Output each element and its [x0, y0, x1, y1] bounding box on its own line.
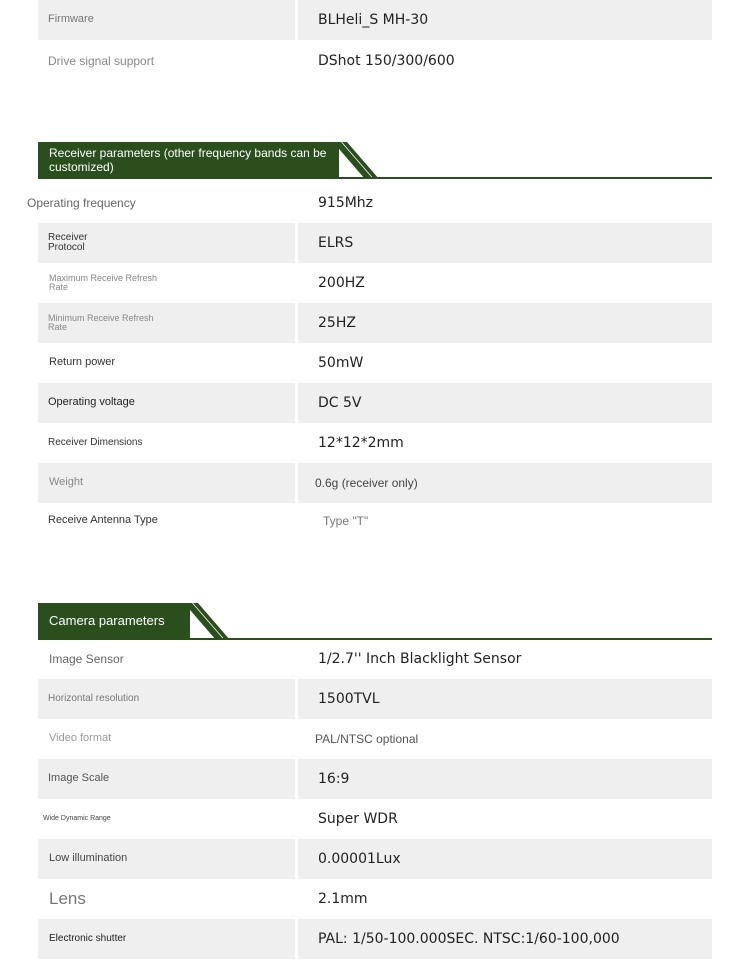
spec-label: Video format — [49, 732, 112, 745]
spec-label: Receiver Dimensions — [48, 436, 143, 448]
spec-label: Drive signal support — [48, 53, 155, 68]
table-row — [38, 0, 712, 40]
table-row — [38, 639, 712, 679]
table-row — [38, 223, 712, 263]
table-row — [38, 839, 712, 879]
table-row — [38, 719, 712, 759]
spec-value: PAL: 1/50-100.000SEC. NTSC:1/60-100,000 — [298, 919, 712, 959]
camera-section-title: Camera parameters — [38, 603, 190, 640]
table-row — [38, 303, 712, 343]
header-stripe-decoration — [333, 142, 379, 179]
spec-label: Weight — [38, 463, 295, 503]
spec-value: 50mW — [318, 355, 364, 371]
spec-label: Operating frequency — [27, 195, 136, 210]
table-row — [38, 879, 712, 919]
table-row — [38, 919, 712, 959]
spec-value: 25HZ — [298, 303, 712, 343]
header-stripe-decoration — [184, 603, 230, 640]
spec-value: DShot 150/300/600 — [318, 53, 455, 69]
spec-value: 0.6g (receiver only) — [298, 463, 712, 503]
spec-label: Lens — [49, 889, 86, 909]
table-row — [38, 463, 712, 503]
spec-label: Electronic shutter — [38, 919, 295, 959]
spec-value: 12*12*2mm — [318, 435, 404, 451]
spec-value: PAL/NTSC optional — [315, 732, 419, 746]
spec-label: Image Sensor — [49, 651, 124, 666]
spec-value: 200HZ — [318, 275, 365, 291]
table-row — [38, 423, 712, 463]
spec-label: Receive Antenna Type — [48, 514, 158, 527]
spec-label: Horizontal resolution — [38, 679, 295, 719]
spec-value: 1500TVL — [298, 679, 712, 719]
spec-value: Super WDR — [318, 811, 398, 827]
spec-value: BLHeli_S MH-30 — [298, 0, 712, 40]
spec-label: Minimum Receive Refresh Rate — [38, 303, 295, 343]
table-row — [38, 501, 712, 541]
spec-value: DC 5V — [298, 383, 712, 423]
spec-value: Type "T" — [323, 514, 369, 528]
table-row — [38, 759, 712, 799]
spec-value: 2.1mm — [318, 891, 368, 907]
spec-label: Image Scale — [38, 759, 295, 799]
spec-value: 915Mhz — [318, 195, 374, 211]
table-row — [38, 343, 712, 383]
spec-value: 0.00001Lux — [298, 839, 712, 879]
camera-section-header — [38, 603, 712, 640]
spec-value: 16:9 — [298, 759, 712, 799]
table-row — [38, 799, 712, 839]
spec-label: Receiver Protocol — [38, 223, 295, 263]
spec-label: Low illumination — [38, 839, 295, 879]
spec-value: 1/2.7'' Inch Blacklight Sensor — [318, 651, 522, 667]
table-row — [38, 679, 712, 719]
receiver-section-title: Receiver parameters (other frequency bands can be customized) — [38, 142, 339, 179]
spec-value: ELRS — [298, 223, 712, 263]
spec-label: Firmware — [38, 0, 295, 40]
table-row — [38, 41, 712, 81]
table-row — [38, 263, 712, 303]
table-row — [38, 383, 712, 423]
receiver-section-header — [38, 142, 712, 179]
spec-label: Maximum Receive Refresh Rate — [49, 272, 158, 292]
spec-label: Wide Dynamic Range — [43, 815, 111, 823]
spec-label: Return power — [49, 356, 116, 369]
spec-label: Operating voltage — [38, 383, 295, 423]
table-row — [27, 183, 712, 223]
